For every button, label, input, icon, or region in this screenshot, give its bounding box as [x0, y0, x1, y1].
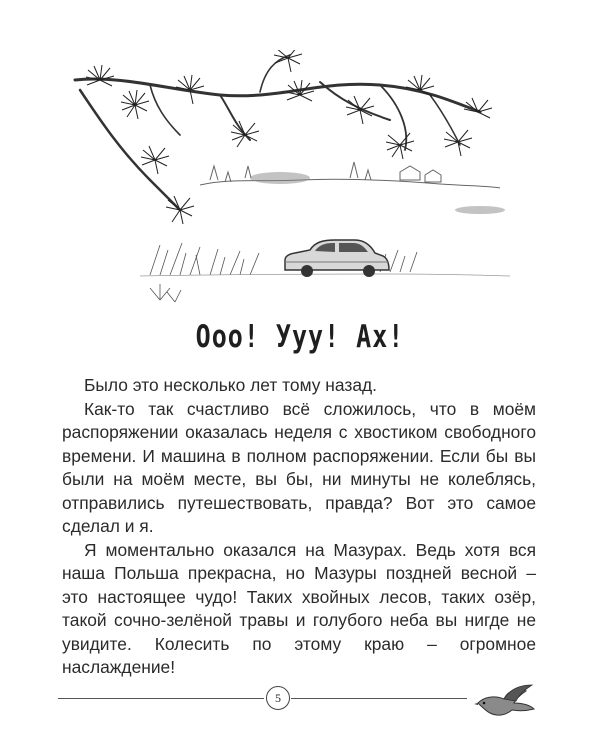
footer-line-right [291, 698, 467, 699]
footer-line-left [58, 698, 264, 699]
paragraph: Как-то так счастливо всё сложилось, что в моём распоряжении оказалась неделя с хвостиком свободного времени. И машина в полном распоряжении. Если бы вы были на моём месте, вы бы, ни минуты не колеблясь, отправились путешествовать, правда? Вот это самое сделал и я. [62, 398, 536, 536]
car-icon [285, 240, 389, 277]
page-number: 5 [266, 686, 290, 710]
paragraph: Было это несколько лет тому назад. [84, 375, 377, 395]
body-text [62, 374, 536, 680]
landscape-illustration [60, 50, 530, 330]
chapter-title: Ооо! Ууу! Ах! [195, 318, 405, 355]
paragraph: Я моментально оказался на Мазурах. Ведь хотя вся наша Польша прекрасна, но Мазуры поздней весной – это настоящее чудо! Таких хвойных лесов, таких озёр, такой сочно-зелёной травы и голубого неба вы нигде не увидите. Колесить по этому краю – огромное наслаждение! [62, 539, 536, 677]
sparrow-bird-icon [474, 683, 538, 723]
